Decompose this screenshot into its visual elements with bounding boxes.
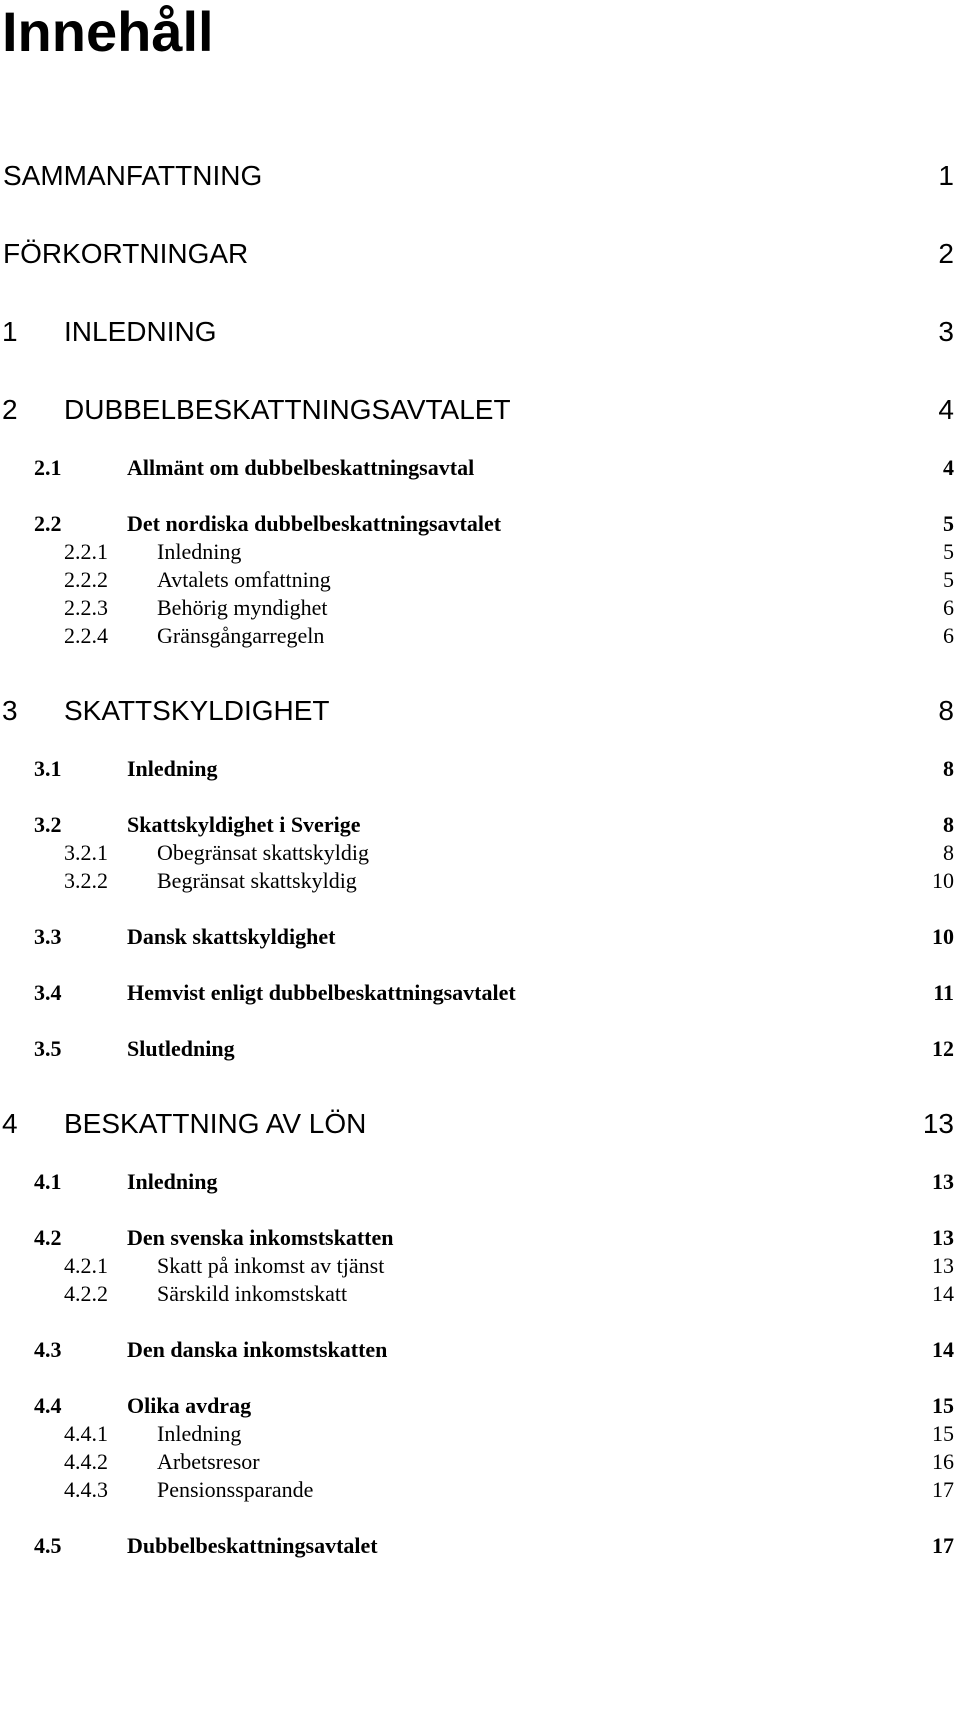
toc-entry [0, 623, 960, 649]
toc-entry-label: Arbetsresor [157, 1449, 260, 1474]
toc-entry-number: 4.4.3 [64, 1477, 108, 1502]
toc-entry [0, 511, 960, 537]
toc-entry-number: 2.2.2 [64, 567, 108, 592]
toc-entry [0, 315, 960, 349]
toc-entry-number: 2 [2, 394, 18, 425]
toc-entry [0, 1421, 960, 1447]
toc-entry-number: 3.4 [34, 980, 62, 1005]
toc-entry [0, 1477, 960, 1503]
toc-entry-page-number: 1 [938, 160, 954, 191]
toc-entry-label: Inledning [157, 1421, 242, 1446]
toc-entry [0, 868, 960, 894]
toc-entry-page-number: 13 [932, 1225, 954, 1250]
toc-entry [0, 756, 960, 782]
toc-entry-page-number: 2 [938, 238, 954, 269]
toc-entry [0, 1036, 960, 1062]
toc-entry-number: 4.3 [34, 1337, 62, 1362]
toc-entry-label: Inledning [127, 756, 218, 781]
toc-entry-label: Avtalets omfattning [157, 567, 331, 592]
toc-entry-number: 3.1 [34, 756, 62, 781]
toc-entry-number: 3.2.2 [64, 868, 108, 893]
toc-entry [0, 840, 960, 866]
toc-entry-number: 4.5 [34, 1533, 62, 1558]
toc-entry-page-number: 13 [932, 1169, 954, 1194]
toc-entry-label: Inledning [157, 539, 242, 564]
toc-entry [0, 1107, 960, 1141]
toc-entry-page-number: 16 [932, 1449, 954, 1474]
toc-entry-page-number: 6 [943, 595, 954, 620]
toc-entry-label: Skattskyldighet i Sverige [127, 812, 361, 837]
toc-entry-label: SKATTSKYLDIGHET [64, 695, 330, 726]
toc-entry-label: Pensionssparande [157, 1477, 314, 1502]
toc-entry-number: 3.2 [34, 812, 62, 837]
toc-entry-label: Obegränsat skattskyldig [157, 840, 370, 865]
toc-entry-page-number: 8 [938, 695, 954, 726]
toc-entry-page-number: 10 [932, 924, 954, 949]
toc-entry [0, 393, 960, 427]
toc-entry-page-number: 17 [932, 1477, 954, 1502]
toc-entry-label: Slutledning [127, 1036, 235, 1061]
toc-entry-label: INLEDNING [64, 316, 217, 347]
toc-entry-number: 4.2.2 [64, 1281, 108, 1306]
toc-entry [0, 1281, 960, 1307]
toc-entry-page-number: 17 [932, 1533, 954, 1558]
toc-entry-page-number: 5 [943, 567, 954, 592]
page-title: Innehåll [2, 0, 214, 63]
toc-entry-number: 2.2.1 [64, 539, 108, 564]
toc-entry-label: SAMMANFATTNING [3, 160, 263, 191]
toc-entry-page-number: 3 [938, 316, 954, 347]
toc-entry-page-number: 8 [943, 840, 954, 865]
toc-entry-page-number: 13 [922, 1108, 954, 1139]
toc-entry-page-number: 11 [933, 980, 954, 1005]
toc-entry-number: 3.2.1 [64, 840, 108, 865]
toc-entry-page-number: 14 [932, 1281, 954, 1306]
toc-entry-label: Allmänt om dubbelbeskattningsavtal [127, 455, 475, 480]
toc-entry-page-number: 10 [932, 868, 954, 893]
toc-entry-number: 3.5 [34, 1036, 62, 1061]
toc-entry-number: 4.2.1 [64, 1253, 108, 1278]
toc-entry-label: Dubbelbeskattningsavtalet [127, 1533, 378, 1558]
toc-entry-number: 4.4.1 [64, 1421, 108, 1446]
toc-entry-label: Den svenska inkomstskatten [127, 1225, 394, 1250]
toc-entry-page-number: 14 [932, 1337, 954, 1362]
toc-entry-label: Den danska inkomstskatten [127, 1337, 388, 1362]
toc-entry-page-number: 12 [932, 1036, 954, 1061]
toc-entry-page-number: 4 [938, 394, 954, 425]
toc-entry-number: 4 [2, 1108, 18, 1139]
toc-entry [0, 455, 960, 481]
toc-entry [0, 694, 960, 728]
toc-entry-number: 3.3 [34, 924, 62, 949]
toc-entry [0, 1253, 960, 1279]
toc-entry-number: 4.1 [34, 1169, 62, 1194]
toc-entry [0, 980, 960, 1006]
toc-entry-label: Inledning [127, 1169, 218, 1194]
toc-entry-page-number: 8 [943, 756, 954, 781]
toc-entry-label: Gränsgångarregeln [157, 623, 325, 648]
toc-entry-number: 4.4.2 [64, 1449, 108, 1474]
toc-entry-page-number: 8 [943, 812, 954, 837]
toc-entry-page-number: 15 [932, 1421, 954, 1446]
toc-entry-label: Behörig myndighet [157, 595, 328, 620]
toc-entry-number: 1 [2, 316, 18, 347]
toc-entry-number: 2.1 [34, 455, 62, 480]
toc-entry-label: Det nordiska dubbelbeskattningsavtalet [127, 511, 502, 536]
toc-entry-number: 2.2.3 [64, 595, 108, 620]
toc-entry [0, 924, 960, 950]
toc-entry-label: Särskild inkomstskatt [157, 1281, 348, 1306]
toc-entry-label: DUBBELBESKATTNINGSAVTALET [64, 394, 511, 425]
toc-entry [0, 539, 960, 565]
toc-entry-label: FÖRKORTNINGAR [3, 238, 249, 269]
toc-entry-page-number: 13 [932, 1253, 954, 1278]
toc-entry [0, 1337, 960, 1363]
toc-entry [0, 1169, 960, 1195]
toc-entry-label: Begränsat skattskyldig [157, 868, 357, 893]
toc-entry-label: Hemvist enligt dubbelbeskattningsavtalet [127, 980, 516, 1005]
toc-entry [0, 812, 960, 838]
toc-entry [0, 567, 960, 593]
toc-entry [0, 595, 960, 621]
toc-entry-page-number: 4 [943, 455, 954, 480]
toc-entry [0, 1225, 960, 1251]
toc-entry-number: 4.2 [34, 1225, 62, 1250]
toc-entry-number: 2.2 [34, 511, 62, 536]
toc-entry-label: Skatt på inkomst av tjänst [157, 1253, 385, 1278]
toc-entry [0, 1393, 960, 1419]
toc-entry [0, 1533, 960, 1559]
toc-entry-number: 4.4 [34, 1393, 62, 1418]
toc-entry-number: 3 [2, 695, 18, 726]
toc-entry [0, 1449, 960, 1475]
toc-entry-page-number: 6 [943, 623, 954, 648]
toc-entry-label: Dansk skattskyldighet [127, 924, 336, 949]
toc-entry-page-number: 5 [943, 539, 954, 564]
toc-entry [0, 159, 960, 193]
toc-entry-number: 2.2.4 [64, 623, 108, 648]
toc-entry-page-number: 5 [943, 511, 954, 536]
toc-entry-page-number: 15 [932, 1393, 954, 1418]
toc-entry-label: BESKATTNING AV LÖN [64, 1108, 367, 1139]
toc-entry [0, 237, 960, 271]
toc-entry-label: Olika avdrag [127, 1393, 252, 1418]
